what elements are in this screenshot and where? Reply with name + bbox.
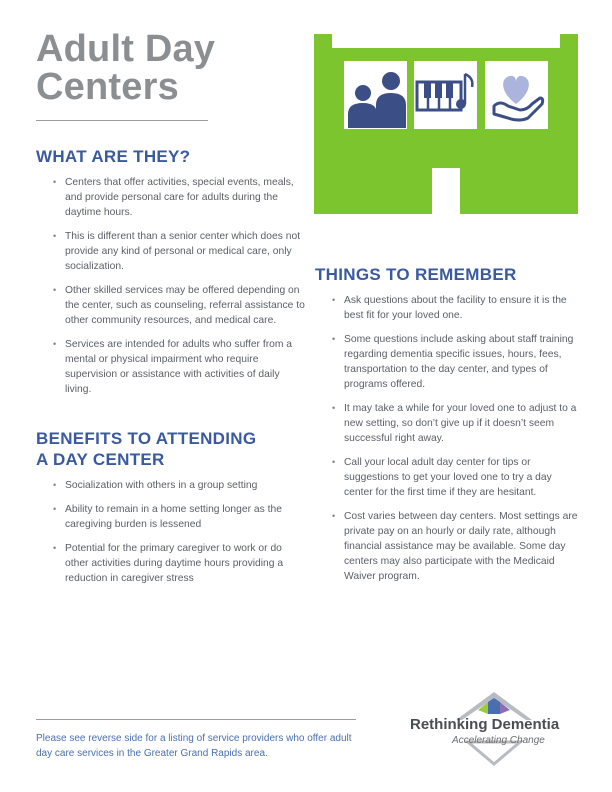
title-line-2: Centers	[36, 66, 179, 108]
list-item: • Ask questions about the facility to ensure it is the best fit for your loved one.	[315, 293, 580, 323]
brand-tagline: Accelerating Change	[452, 735, 545, 746]
section-benefits	[36, 428, 306, 595]
page-title	[36, 30, 215, 106]
footer-divider	[36, 719, 356, 720]
heading-benefits	[36, 428, 306, 470]
remember-list	[315, 293, 580, 584]
heading-benefits-line-1: BENEFITS TO ATTENDING	[36, 429, 257, 448]
heading-benefits-line-2: A DAY CENTER	[36, 450, 165, 469]
section-things-to-remember	[315, 264, 580, 593]
footer-note: Please see reverse side for a listing of service providers who offer adult day care services in the Greater Grand Rapids area.	[36, 733, 352, 759]
list-item: • Other skilled services may be offered depending on the center, such as counseling, referral assistance to other community resources, and medical care.	[36, 283, 306, 328]
list-item: • Cost varies between day centers. Most settings are private pay on an hourly or daily rate, although financial assistance may be available. Some day centers may also participate with the Medicaid Waiver program.	[315, 509, 580, 584]
list-item: • Services are intended for adults who suffer from a mental or physical impairment who require supervision or assistance with activities of daily living.	[36, 337, 306, 397]
benefits-list	[36, 478, 306, 586]
building-illustration	[314, 34, 578, 214]
title-divider	[36, 120, 208, 121]
list-item: • Call your local adult day center for tips or suggestions to get your loved one to try a day center for the first time if they are hesitant.	[315, 455, 580, 500]
heading-things-to-remember: THINGS TO REMEMBER	[315, 265, 517, 284]
building-door	[432, 168, 460, 214]
section-what-are-they	[36, 146, 306, 406]
list-item: • Some questions include asking about staff training regarding dementia specific issues, hours, fees, transportation to the day center, and types of programs offered.	[315, 332, 580, 392]
heading-what-are-they: WHAT ARE THEY?	[36, 147, 191, 166]
what-list	[36, 175, 306, 397]
brand-name: Rethinking Dementia	[410, 716, 560, 733]
list-item: • It may take a while for your loved one to adjust to a new setting, so don’t give up if it doesn’t seem successful right away.	[315, 401, 580, 446]
list-item: • Centers that offer activities, special events, meals, and provide personal care for adults during the daytime hours.	[36, 175, 306, 220]
list-item: • This is different than a senior center which does not provide any kind of personal or medical care, only socialization.	[36, 229, 306, 274]
title-line-1: Adult Day	[36, 28, 216, 70]
list-item: • Socialization with others in a group setting	[36, 478, 306, 493]
list-item: • Potential for the primary caregiver to work or do other activities during daytime hours providing a reduction in caregiver stress	[36, 541, 306, 586]
roof-notch	[332, 34, 560, 48]
list-item: • Ability to remain in a home setting longer as the caregiving burden is lessened	[36, 502, 306, 532]
